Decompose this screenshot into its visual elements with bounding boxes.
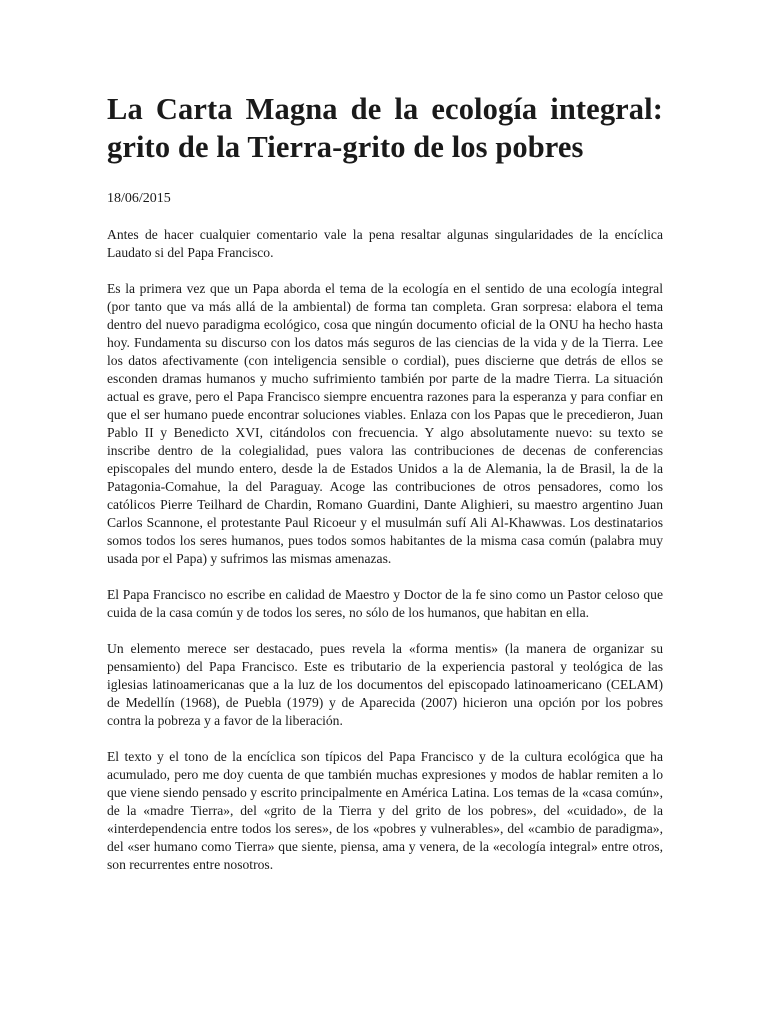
paragraph-tone: El texto y el tono de la encíclica son típicos del Papa Francisco y de la cultura ecológica que ha acumulado, pero me doy cuenta de que también muchas expresiones y modos de hablar remiten a lo que viene siendo pensado y escrito principalmente en América Latina. Los temas de la «casa común», de la «madre Tierra», del «grito de la Tierra y del grito de los pobres», del «cuidado», de la «interdependencia entre todos los seres», de los «pobres y vulnerables», del «cambio de paradigma», del «ser humano como Tierra» que siente, piensa, ama y venera, de la «ecología integral» entre otros, son recurrentes entre nosotros. <box>107 749 663 872</box>
paragraph-ecology: Es la primera vez que un Papa aborda el tema de la ecología en el sentido de una ecología integral (por tanto que va más allá de la ambiental) de forma tan completa. Gran sorpresa: elabora el tema dentro del nuevo paradigma ecológico, cosa que ningún documento oficial de la ONU ha hecho hasta hoy. Fundamenta su discurso con los datos más seguros de las ciencias de la vida y de la Tierra. Lee los datos afectivamente (con inteligencia sensible o cordial), pues discierne que detrás de ellos se esconden dramas humanos y mucho sufrimiento también por parte de la madre Tierra. La situación actual es grave, pero el Papa Francisco siempre encuentra razones para la esperanza y para confiar en que el ser humano puede encontrar soluciones viables. Enlaza con los Papas que le precedieron, Juan Pablo II y Benedicto XVI, citándolos con frecuencia. Y algo absolutamente nuevo: su texto se inscribe dentro de la colegialidad, pues valora las contribuciones de decenas de conferencias episcopales del mundo entero, desde la de Estados Unidos a la de Alemania, la de Brasil, la de la Patagonia-Comahue, la del Paraguay. Acoge las contribuciones de otros pensadores, como los católicos Pierre Teilhard de Chardin, Romano Guardini, Dante Alighieri, su maestro argentino Juan Carlos Scannone, el protestante Paul Ricoeur y el musulmán sufí Ali Al-Khawwas. Los destinatarios somos todos los seres humanos, pues todos somos habitantes de la misma casa común (palabra muy usada por el Papa) y sufrimos las mismas amenazas. <box>107 281 663 566</box>
article-title: La Carta Magna de la ecología integral: grito de la Tierra-grito de los pobres <box>107 92 663 164</box>
paragraph-pastor: El Papa Francisco no escribe en calidad de Maestro y Doctor de la fe sino como un Pastor celoso que cuida de la casa común y de todos los seres, no sólo de los humanos, que habitan en ella. <box>107 587 663 620</box>
article-date: 18/06/2015 <box>107 191 171 206</box>
paragraph-intro: Antes de hacer cualquier comentario vale la pena resaltar algunas singularidades de la encíclica Laudato si del Papa Francisco. <box>107 227 663 260</box>
paragraph-forma-mentis: Un elemento merece ser destacado, pues revela la «forma mentis» (la manera de organizar su pensamiento) del Papa Francisco. Este es tributario de la experiencia pastoral y teológica de las iglesias latinoamericanas que a la luz de los documentos del episcopado latinoamericano (CELAM) de Medellín (1968), de Puebla (1979) y de Aparecida (2007) hicieron una opción por los pobres contra la pobreza y a favor de la liberación. <box>107 641 663 728</box>
document-page <box>107 90 663 874</box>
